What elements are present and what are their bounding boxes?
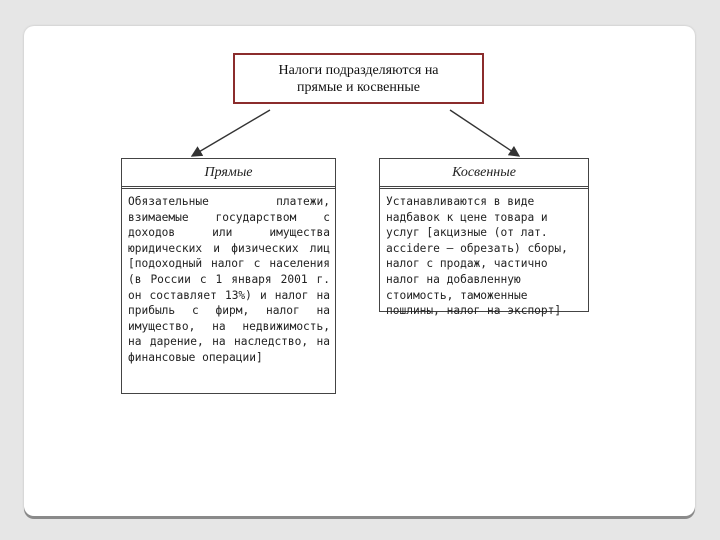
indirect-taxes-heading: Косвенные [380, 159, 588, 189]
title-text: Налоги подразделяются на прямые и косвенные [278, 62, 439, 95]
direct-taxes-heading: Прямые [122, 159, 335, 189]
direct-taxes-box [121, 158, 336, 394]
direct-taxes-text: Обязательные платежи, взимаемые государством с доходов или имущества юридических и физических лиц [подоходный налог с населения (в России с 1 января 2001 г. он составляет 13%) и налог на прибыль с фирм, налог на имущество, на недвижимость, на дарение, на наследство, на финансовые операции] [128, 195, 330, 364]
indirect-taxes-text: Устанавливаются в виде надбавок к цене товара и услуг [акцизные (от лат. accidere — обрезать) сборы, налог с продаж, частично налог на добавленную стоимость, таможенные пошлины, налог на экспорт] [386, 195, 568, 318]
indirect-taxes-box [379, 158, 589, 318]
title-box [233, 53, 484, 104]
